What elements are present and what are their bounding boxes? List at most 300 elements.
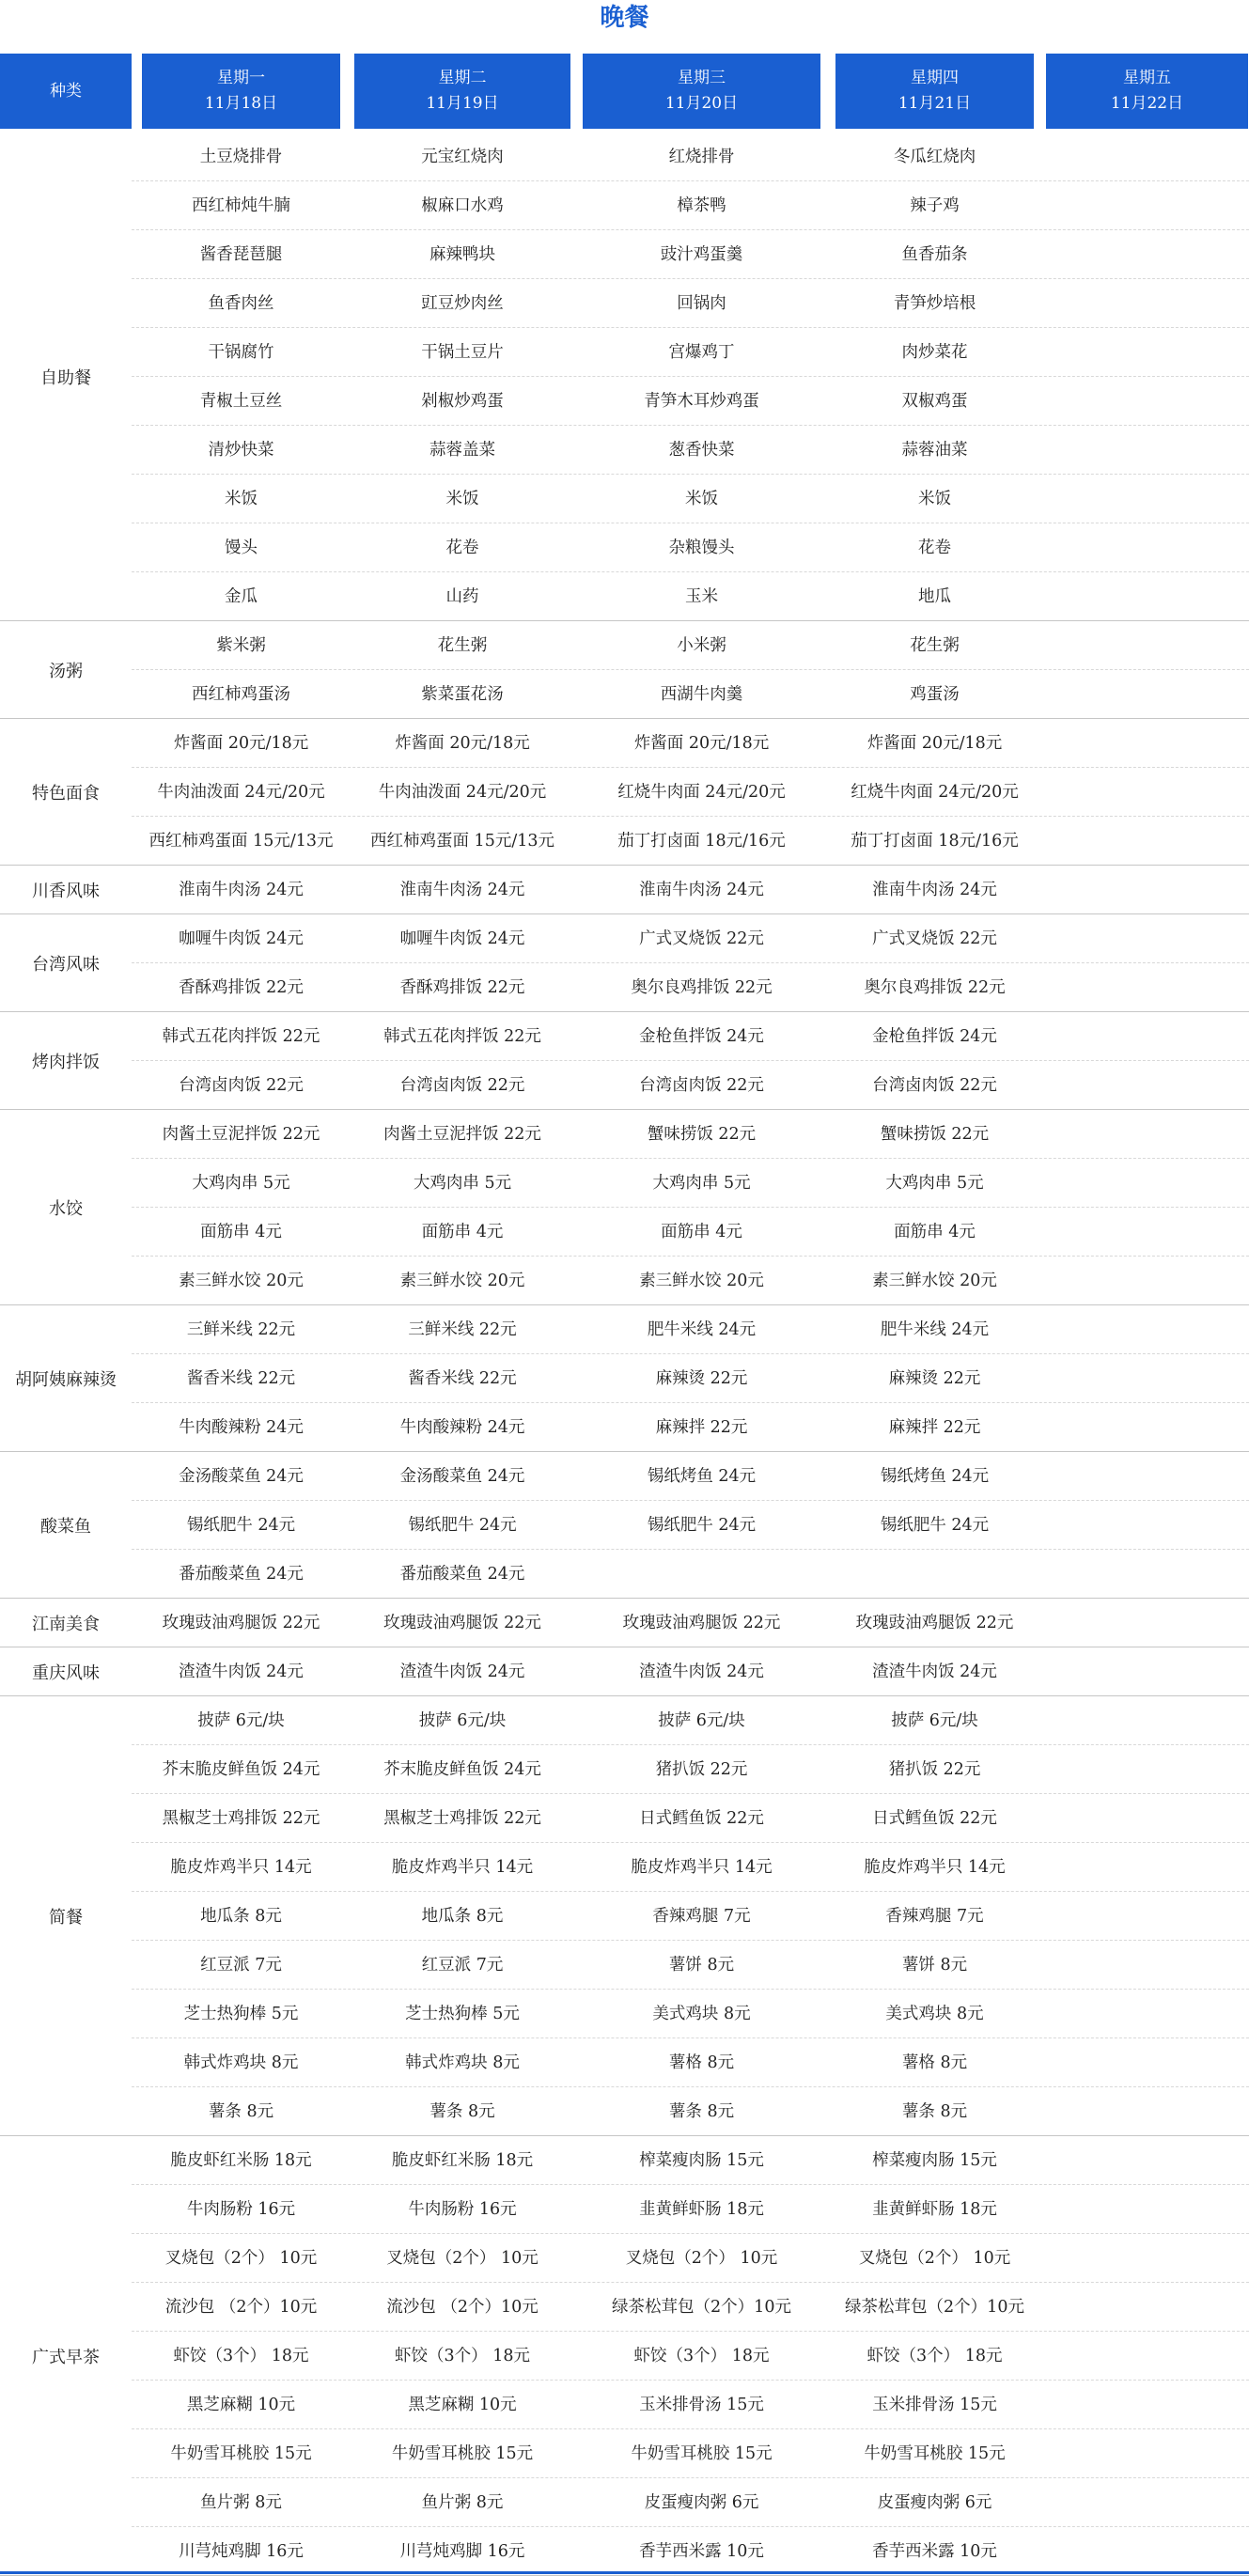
menu-cell: 披萨 6元/块 bbox=[891, 1711, 978, 1730]
menu-cell: 脆皮虾红米肠 18元 bbox=[391, 2151, 534, 2170]
header-day bbox=[1046, 54, 1248, 129]
menu-group bbox=[0, 1110, 1249, 1305]
header-day bbox=[583, 54, 820, 129]
menu-cell: 肉炒菜花 bbox=[901, 343, 968, 362]
menu-cell: 双椒鸡蛋 bbox=[901, 392, 968, 411]
menu-cell bbox=[1046, 1403, 1248, 1452]
menu-cell bbox=[1046, 2087, 1248, 2136]
header-weekday: 星期一 bbox=[217, 69, 265, 87]
menu-cell: 酱香琵琶腿 bbox=[199, 245, 283, 264]
menu-cell: 锡纸烤鱼 24元 bbox=[880, 1467, 990, 1486]
menu-cell: 美式鸡块 8元 bbox=[885, 2005, 984, 2023]
menu-cell bbox=[1046, 2332, 1248, 2381]
menu-cell: 薯条 8元 bbox=[208, 2102, 274, 2121]
menu-cell bbox=[1046, 1208, 1248, 1257]
menu-cell: 肉酱土豆泥拌饭 22元 bbox=[162, 1125, 320, 1144]
menu-cell: 西红柿鸡蛋面 15元/13元 bbox=[370, 832, 554, 851]
menu-cell: 番茄酸菜鱼 24元 bbox=[179, 1565, 304, 1584]
menu-cell bbox=[1046, 2381, 1248, 2429]
table-row bbox=[0, 2087, 1249, 2136]
menu-cell: 虾饺（3个） 18元 bbox=[633, 2347, 770, 2365]
menu-cell: 西湖牛肉羹 bbox=[660, 685, 743, 704]
menu-cell: 回锅肉 bbox=[677, 294, 726, 313]
menu-cell: 脆皮炸鸡半只 14元 bbox=[631, 1858, 773, 1877]
table-row bbox=[0, 1305, 1249, 1354]
menu-cell bbox=[1046, 279, 1248, 328]
menu-cell bbox=[1046, 1941, 1248, 1990]
menu-cell: 披萨 6元/块 bbox=[197, 1711, 285, 1730]
header-date: 11月20日 bbox=[664, 94, 739, 113]
menu-cell: 香酥鸡排饭 22元 bbox=[179, 978, 304, 997]
table-row bbox=[0, 1647, 1249, 1696]
menu-cell: 肥牛米线 24元 bbox=[880, 1320, 990, 1339]
menu-cell: 茄丁打卤面 18元/16元 bbox=[851, 832, 1019, 851]
menu-cell: 台湾卤肉饭 22元 bbox=[872, 1076, 997, 1095]
menu-cell: 豉汁鸡蛋羹 bbox=[660, 245, 743, 264]
menu-cell: 鱼香肉丝 bbox=[208, 294, 274, 313]
menu-cell: 大鸡肉串 5元 bbox=[885, 1174, 984, 1193]
menu-cell: 面筋串 4元 bbox=[421, 1223, 504, 1241]
menu-cell: 台湾卤肉饭 22元 bbox=[639, 1076, 764, 1095]
menu-cell bbox=[1046, 2234, 1248, 2283]
menu-cell bbox=[1046, 1990, 1248, 2038]
menu-cell: 剁椒炒鸡蛋 bbox=[421, 392, 504, 411]
menu-cell: 黑芝麻糊 10元 bbox=[408, 2396, 517, 2414]
header-weekday: 星期二 bbox=[438, 69, 487, 87]
menu-cell: 青笋炒培根 bbox=[893, 294, 976, 313]
menu-cell: 牛奶雪耳桃胶 15元 bbox=[864, 2444, 1006, 2463]
table-row bbox=[0, 1696, 1249, 1745]
menu-cell: 米饭 bbox=[918, 490, 951, 508]
header-date: 11月22日 bbox=[1110, 94, 1184, 113]
page-title: 晚餐 bbox=[600, 4, 649, 32]
menu-cell: 叉烧包（2个） 10元 bbox=[858, 2249, 1011, 2268]
menu-cell: 叉烧包（2个） 10元 bbox=[625, 2249, 778, 2268]
menu-cell: 青笋木耳炒鸡蛋 bbox=[644, 392, 759, 411]
menu-cell: 香酥鸡排饭 22元 bbox=[399, 978, 525, 997]
category-label: 胡阿姨麻辣烫 bbox=[15, 1370, 117, 1390]
menu-cell bbox=[1046, 1599, 1248, 1647]
menu-cell: 玫瑰豉油鸡腿饭 22元 bbox=[622, 1614, 781, 1632]
menu-cell: 叉烧包（2个） 10元 bbox=[164, 2249, 318, 2268]
table-row bbox=[0, 719, 1249, 768]
menu-cell: 素三鲜水饺 20元 bbox=[872, 1272, 997, 1290]
menu-cell: 大鸡肉串 5元 bbox=[652, 1174, 751, 1193]
header-date: 11月19日 bbox=[426, 94, 499, 113]
menu-cell: 西红柿炖牛腩 bbox=[192, 196, 290, 215]
menu-cell: 面筋串 4元 bbox=[661, 1223, 742, 1241]
table-row bbox=[0, 1354, 1249, 1403]
menu-cell: 冬瓜红烧肉 bbox=[893, 148, 976, 166]
menu-cell: 奥尔良鸡排饭 22元 bbox=[864, 978, 1006, 997]
menu-cell: 小米粥 bbox=[677, 636, 726, 655]
menu-group bbox=[0, 866, 1249, 914]
menu-cell: 金枪鱼拌饭 24元 bbox=[639, 1027, 764, 1046]
menu-cell: 素三鲜水饺 20元 bbox=[179, 1272, 304, 1290]
menu-cell: 麻辣鸭块 bbox=[429, 245, 495, 264]
table-row bbox=[0, 817, 1249, 866]
category-label: 烤肉拌饭 bbox=[32, 1053, 100, 1072]
menu-cell: 米饭 bbox=[225, 490, 258, 508]
menu-cell: 薯条 8元 bbox=[901, 2102, 968, 2121]
menu-cell bbox=[1046, 2478, 1248, 2527]
table-row bbox=[0, 1892, 1249, 1941]
menu-cell: 面筋串 4元 bbox=[200, 1223, 282, 1241]
category-label: 水饺 bbox=[49, 1199, 83, 1219]
menu-cell: 宫爆鸡丁 bbox=[668, 343, 735, 362]
menu-cell bbox=[1046, 1012, 1248, 1061]
menu-cell: 咖喱牛肉饭 24元 bbox=[179, 929, 304, 948]
table-row bbox=[0, 572, 1249, 621]
menu-cell: 绿茶松茸包（2个）10元 bbox=[845, 2298, 1024, 2317]
menu-cell: 馒头 bbox=[225, 539, 258, 557]
table-row bbox=[0, 1110, 1249, 1159]
menu-cell bbox=[1046, 1452, 1248, 1501]
menu-cell: 芝士热狗棒 5元 bbox=[183, 2005, 299, 2023]
header-weekday: 星期三 bbox=[678, 69, 726, 87]
menu-cell: 日式鳕鱼饭 22元 bbox=[872, 1809, 997, 1828]
menu-cell: 川芎炖鸡脚 16元 bbox=[399, 2542, 525, 2561]
menu-cell: 日式鳕鱼饭 22元 bbox=[639, 1809, 764, 1828]
menu-cell: 脆皮虾红米肠 18元 bbox=[170, 2151, 312, 2170]
menu-cell: 脆皮炸鸡半只 14元 bbox=[864, 1858, 1006, 1877]
menu-cell: 蟹味捞饭 22元 bbox=[647, 1125, 757, 1144]
menu-cell: 锡纸肥牛 24元 bbox=[408, 1516, 517, 1535]
menu-cell bbox=[1046, 1843, 1248, 1892]
menu-cell: 皮蛋瘦肉粥 6元 bbox=[877, 2493, 992, 2512]
menu-cell: 红烧牛肉面 24元/20元 bbox=[617, 783, 786, 802]
menu-cell: 薯饼 8元 bbox=[901, 1956, 968, 1975]
menu-cell: 金汤酸菜鱼 24元 bbox=[179, 1467, 304, 1486]
menu-cell: 樟茶鸭 bbox=[677, 196, 726, 215]
menu-cell: 蒜蓉油菜 bbox=[901, 441, 968, 460]
menu-cell bbox=[1046, 1745, 1248, 1794]
menu-cell: 鸡蛋汤 bbox=[910, 685, 960, 704]
category-label: 汤粥 bbox=[49, 662, 83, 681]
menu-cell: 鱼香茄条 bbox=[901, 245, 968, 264]
menu-cell: 清炒快菜 bbox=[208, 441, 274, 460]
menu-cell: 米饭 bbox=[685, 490, 718, 508]
table-row bbox=[0, 377, 1249, 426]
menu-cell: 芥末脆皮鲜鱼饭 24元 bbox=[383, 1760, 541, 1779]
menu-cell: 淮南牛肉汤 24元 bbox=[399, 881, 525, 899]
menu-cell: 香芋西米露 10元 bbox=[872, 2542, 997, 2561]
menu-cell: 红豆派 7元 bbox=[421, 1956, 504, 1975]
menu-cell: 韭黄鲜虾肠 18元 bbox=[639, 2200, 764, 2219]
menu-cell bbox=[1046, 817, 1248, 866]
menu-cell bbox=[1046, 1110, 1248, 1159]
menu-cell: 三鲜米线 22元 bbox=[186, 1320, 296, 1339]
menu-cell: 韩式炸鸡块 8元 bbox=[183, 2053, 299, 2072]
table-row bbox=[0, 1012, 1249, 1061]
menu-cell: 韩式五花肉拌饭 22元 bbox=[162, 1027, 320, 1046]
menu-cell: 青椒土豆丝 bbox=[199, 392, 283, 411]
menu-cell: 广式叉烧饭 22元 bbox=[639, 929, 764, 948]
menu-cell: 酱香米线 22元 bbox=[186, 1369, 296, 1388]
menu-cell bbox=[1046, 1305, 1248, 1354]
menu-cell: 黑椒芝士鸡排饭 22元 bbox=[162, 1809, 320, 1828]
menu-cell: 薯条 8元 bbox=[429, 2102, 495, 2121]
menu-cell bbox=[1046, 2429, 1248, 2478]
menu-cell: 花卷 bbox=[918, 539, 951, 557]
header-weekday: 星期四 bbox=[911, 69, 959, 87]
menu-cell: 锡纸肥牛 24元 bbox=[880, 1516, 990, 1535]
menu-cell bbox=[1046, 914, 1248, 963]
menu-cell: 渣渣牛肉饭 24元 bbox=[179, 1663, 304, 1681]
menu-group bbox=[0, 1647, 1249, 1696]
table-row bbox=[0, 181, 1249, 230]
menu-cell: 香芋西米露 10元 bbox=[639, 2542, 764, 2561]
menu-cell: 麻辣烫 22元 bbox=[655, 1369, 748, 1388]
menu-cell: 地瓜条 8元 bbox=[421, 1907, 504, 1926]
menu-cell: 番茄酸菜鱼 24元 bbox=[399, 1565, 525, 1584]
menu-cell: 广式叉烧饭 22元 bbox=[872, 929, 997, 948]
menu-cell: 山药 bbox=[445, 587, 479, 606]
table-row bbox=[0, 2527, 1249, 2576]
menu-cell: 咖喱牛肉饭 24元 bbox=[399, 929, 525, 948]
menu-cell: 金汤酸菜鱼 24元 bbox=[399, 1467, 525, 1486]
menu-cell: 米饭 bbox=[445, 490, 479, 508]
table-row bbox=[0, 2478, 1249, 2527]
menu-cell: 素三鲜水饺 20元 bbox=[399, 1272, 525, 1290]
menu-cell bbox=[1046, 1794, 1248, 1843]
category-label: 广式早茶 bbox=[32, 2348, 100, 2367]
menu-cell: 肥牛米线 24元 bbox=[647, 1320, 757, 1339]
menu-cell bbox=[1046, 377, 1248, 426]
menu-cell: 脆皮炸鸡半只 14元 bbox=[170, 1858, 312, 1877]
menu-cell: 紫米粥 bbox=[216, 636, 266, 655]
menu-cell: 淮南牛肉汤 24元 bbox=[872, 881, 997, 899]
menu-cell: 牛肉油泼面 24元/20元 bbox=[378, 783, 547, 802]
table-row bbox=[0, 1501, 1249, 1550]
menu-cell: 玫瑰豉油鸡腿饭 22元 bbox=[855, 1614, 1014, 1632]
menu-cell: 榨菜瘦肉肠 15元 bbox=[872, 2151, 997, 2170]
menu-cell: 牛肉酸辣粉 24元 bbox=[399, 1418, 525, 1437]
menu-cell: 黑芝麻糊 10元 bbox=[186, 2396, 296, 2414]
menu-cell bbox=[1046, 1696, 1248, 1745]
table-row bbox=[0, 426, 1249, 475]
menu-cell: 麻辣拌 22元 bbox=[888, 1418, 981, 1437]
menu-cell: 玫瑰豉油鸡腿饭 22元 bbox=[383, 1614, 541, 1632]
menu-cell: 炸酱面 20元/18元 bbox=[633, 734, 770, 753]
menu-cell: 台湾卤肉饭 22元 bbox=[399, 1076, 525, 1095]
table-row bbox=[0, 2332, 1249, 2381]
menu-cell bbox=[1046, 1550, 1248, 1599]
menu-cell: 玉米排骨汤 15元 bbox=[872, 2396, 997, 2414]
table-row bbox=[0, 621, 1249, 670]
menu-cell: 薯格 8元 bbox=[668, 2053, 735, 2072]
table-row bbox=[0, 2038, 1249, 2087]
table-row bbox=[0, 2136, 1249, 2185]
menu-cell: 红豆派 7元 bbox=[200, 1956, 282, 1975]
header-day bbox=[835, 54, 1034, 129]
menu-cell bbox=[1046, 2283, 1248, 2332]
menu-cell bbox=[1046, 1354, 1248, 1403]
menu-cell: 薯条 8元 bbox=[668, 2102, 735, 2121]
menu-cell: 花生粥 bbox=[437, 636, 488, 655]
table-row bbox=[0, 2381, 1249, 2429]
menu-cell: 奥尔良鸡排饭 22元 bbox=[631, 978, 773, 997]
table-row bbox=[0, 1208, 1249, 1257]
category-label: 自助餐 bbox=[40, 368, 91, 388]
menu-cell: 酱香米线 22元 bbox=[408, 1369, 517, 1388]
header-category-label: 种类 bbox=[50, 81, 82, 101]
menu-cell: 韩式炸鸡块 8元 bbox=[405, 2053, 520, 2072]
header-date: 11月18日 bbox=[204, 94, 278, 113]
menu-cell: 豇豆炒肉丝 bbox=[421, 294, 504, 313]
menu-cell bbox=[1046, 572, 1248, 621]
menu-cell: 三鲜米线 22元 bbox=[408, 1320, 517, 1339]
table-row bbox=[0, 133, 1249, 181]
menu-group bbox=[0, 1012, 1249, 1110]
menu-cell bbox=[1046, 1061, 1248, 1110]
menu-cell: 茄丁打卤面 18元/16元 bbox=[617, 832, 786, 851]
menu-cell: 虾饺（3个） 18元 bbox=[395, 2347, 530, 2365]
menu-cell: 金瓜 bbox=[225, 587, 258, 606]
menu-cell: 黑椒芝士鸡排饭 22元 bbox=[383, 1809, 541, 1828]
menu-cell bbox=[1046, 181, 1248, 230]
table-row bbox=[0, 1550, 1249, 1599]
menu-cell bbox=[835, 1550, 1034, 1599]
menu-cell bbox=[1046, 1647, 1248, 1696]
menu-group bbox=[0, 1599, 1249, 1647]
table-row bbox=[0, 1990, 1249, 2038]
menu-cell: 麻辣拌 22元 bbox=[655, 1418, 748, 1437]
menu-cell: 玫瑰豉油鸡腿饭 22元 bbox=[162, 1614, 320, 1632]
menu-cell: 流沙包 （2个）10元 bbox=[164, 2298, 318, 2317]
menu-cell: 薯饼 8元 bbox=[668, 1956, 735, 1975]
menu-cell: 牛奶雪耳桃胶 15元 bbox=[170, 2444, 312, 2463]
menu-cell bbox=[1046, 963, 1248, 1012]
menu-cell: 炸酱面 20元/18元 bbox=[173, 734, 309, 753]
menu-cell: 蒜蓉盖菜 bbox=[429, 441, 495, 460]
menu-cell: 大鸡肉串 5元 bbox=[192, 1174, 290, 1193]
menu-group bbox=[0, 133, 1249, 621]
menu-cell: 牛奶雪耳桃胶 15元 bbox=[391, 2444, 534, 2463]
menu-cell: 淮南牛肉汤 24元 bbox=[639, 881, 764, 899]
menu-cell: 辣子鸡 bbox=[910, 196, 960, 215]
menu-cell bbox=[1046, 133, 1248, 181]
table-row bbox=[0, 475, 1249, 523]
menu-cell: 大鸡肉串 5元 bbox=[413, 1174, 512, 1193]
table-row bbox=[0, 2234, 1249, 2283]
menu-cell: 美式鸡块 8元 bbox=[652, 2005, 751, 2023]
menu-group bbox=[0, 621, 1249, 719]
menu-cell bbox=[1046, 2527, 1248, 2576]
menu-cell: 牛肉肠粉 16元 bbox=[408, 2200, 517, 2219]
menu-cell: 牛肉油泼面 24元/20元 bbox=[157, 783, 325, 802]
menu-cell: 韩式五花肉拌饭 22元 bbox=[383, 1027, 541, 1046]
menu-cell: 披萨 6元/块 bbox=[418, 1711, 507, 1730]
menu-cell: 香辣鸡腿 7元 bbox=[885, 1907, 984, 1926]
menu-group bbox=[0, 914, 1249, 1012]
menu-cell: 叉烧包（2个） 10元 bbox=[386, 2249, 539, 2268]
menu-cell bbox=[1046, 1159, 1248, 1208]
category-label: 简餐 bbox=[49, 1908, 83, 1928]
menu-cell bbox=[583, 1550, 820, 1599]
header-day bbox=[354, 54, 570, 129]
menu-cell: 地瓜 bbox=[918, 587, 951, 606]
menu-cell bbox=[1046, 670, 1248, 719]
menu-cell: 脆皮炸鸡半只 14元 bbox=[391, 1858, 534, 1877]
table-row bbox=[0, 1061, 1249, 1110]
menu-cell bbox=[1046, 523, 1248, 572]
menu-cell: 炸酱面 20元/18元 bbox=[395, 734, 530, 753]
category-label: 重庆风味 bbox=[32, 1663, 100, 1683]
menu-cell: 葱香快菜 bbox=[668, 441, 735, 460]
table-header bbox=[0, 54, 1249, 129]
menu-cell: 虾饺（3个） 18元 bbox=[866, 2347, 1003, 2365]
table-row bbox=[0, 866, 1249, 914]
menu-cell: 玉米排骨汤 15元 bbox=[639, 2396, 764, 2414]
menu-cell bbox=[1046, 328, 1248, 377]
menu-cell: 素三鲜水饺 20元 bbox=[639, 1272, 764, 1290]
table-row bbox=[0, 914, 1249, 963]
table-row bbox=[0, 230, 1249, 279]
table-row bbox=[0, 1794, 1249, 1843]
menu-cell: 椒麻口水鸡 bbox=[421, 196, 504, 215]
table-row bbox=[0, 1452, 1249, 1501]
menu-cell: 台湾卤肉饭 22元 bbox=[179, 1076, 304, 1095]
table-row bbox=[0, 328, 1249, 377]
menu-cell: 干锅土豆片 bbox=[421, 343, 504, 362]
menu-cell: 地瓜条 8元 bbox=[200, 1907, 282, 1926]
menu-group bbox=[0, 2136, 1249, 2576]
category-label: 特色面食 bbox=[32, 784, 100, 804]
table-row bbox=[0, 1403, 1249, 1452]
menu-cell: 锡纸肥牛 24元 bbox=[647, 1516, 757, 1535]
table-row bbox=[0, 2283, 1249, 2332]
table-row bbox=[0, 2185, 1249, 2234]
menu-cell: 锡纸烤鱼 24元 bbox=[647, 1467, 757, 1486]
menu-cell: 渣渣牛肉饭 24元 bbox=[399, 1663, 525, 1681]
menu-cell: 渣渣牛肉饭 24元 bbox=[872, 1663, 997, 1681]
menu-cell: 渣渣牛肉饭 24元 bbox=[639, 1663, 764, 1681]
menu-table bbox=[0, 133, 1249, 2576]
category-label: 台湾风味 bbox=[32, 955, 100, 975]
menu-cell: 猪扒饭 22元 bbox=[888, 1760, 981, 1779]
menu-cell: 川芎炖鸡脚 16元 bbox=[179, 2542, 304, 2561]
menu-cell: 紫菜蛋花汤 bbox=[421, 685, 504, 704]
menu-cell: 皮蛋瘦肉粥 6元 bbox=[644, 2493, 759, 2512]
menu-cell: 元宝红烧肉 bbox=[421, 148, 504, 166]
menu-cell: 鱼片粥 8元 bbox=[200, 2493, 282, 2512]
menu-cell: 猪扒饭 22元 bbox=[655, 1760, 748, 1779]
menu-cell: 西红柿鸡蛋汤 bbox=[192, 685, 290, 704]
menu-cell: 淮南牛肉汤 24元 bbox=[179, 881, 304, 899]
menu-cell bbox=[1046, 719, 1248, 768]
category-label: 酸菜鱼 bbox=[40, 1517, 91, 1537]
menu-cell: 披萨 6元/块 bbox=[658, 1711, 745, 1730]
table-row bbox=[0, 2429, 1249, 2478]
table-row bbox=[0, 963, 1249, 1012]
menu-cell bbox=[1046, 1501, 1248, 1550]
menu-cell: 芝士热狗棒 5元 bbox=[405, 2005, 520, 2023]
table-row bbox=[0, 670, 1249, 719]
table-row bbox=[0, 1745, 1249, 1794]
menu-cell bbox=[1046, 2038, 1248, 2087]
menu-cell: 花生粥 bbox=[910, 636, 960, 655]
menu-cell: 花卷 bbox=[445, 539, 479, 557]
menu-cell: 牛奶雪耳桃胶 15元 bbox=[631, 2444, 773, 2463]
menu-cell: 西红柿鸡蛋面 15元/13元 bbox=[148, 832, 334, 851]
header-category bbox=[0, 54, 132, 129]
menu-cell: 虾饺（3个） 18元 bbox=[173, 2347, 309, 2365]
menu-cell bbox=[1046, 768, 1248, 817]
menu-cell: 薯格 8元 bbox=[901, 2053, 968, 2072]
table-row bbox=[0, 1843, 1249, 1892]
header-day bbox=[142, 54, 340, 129]
